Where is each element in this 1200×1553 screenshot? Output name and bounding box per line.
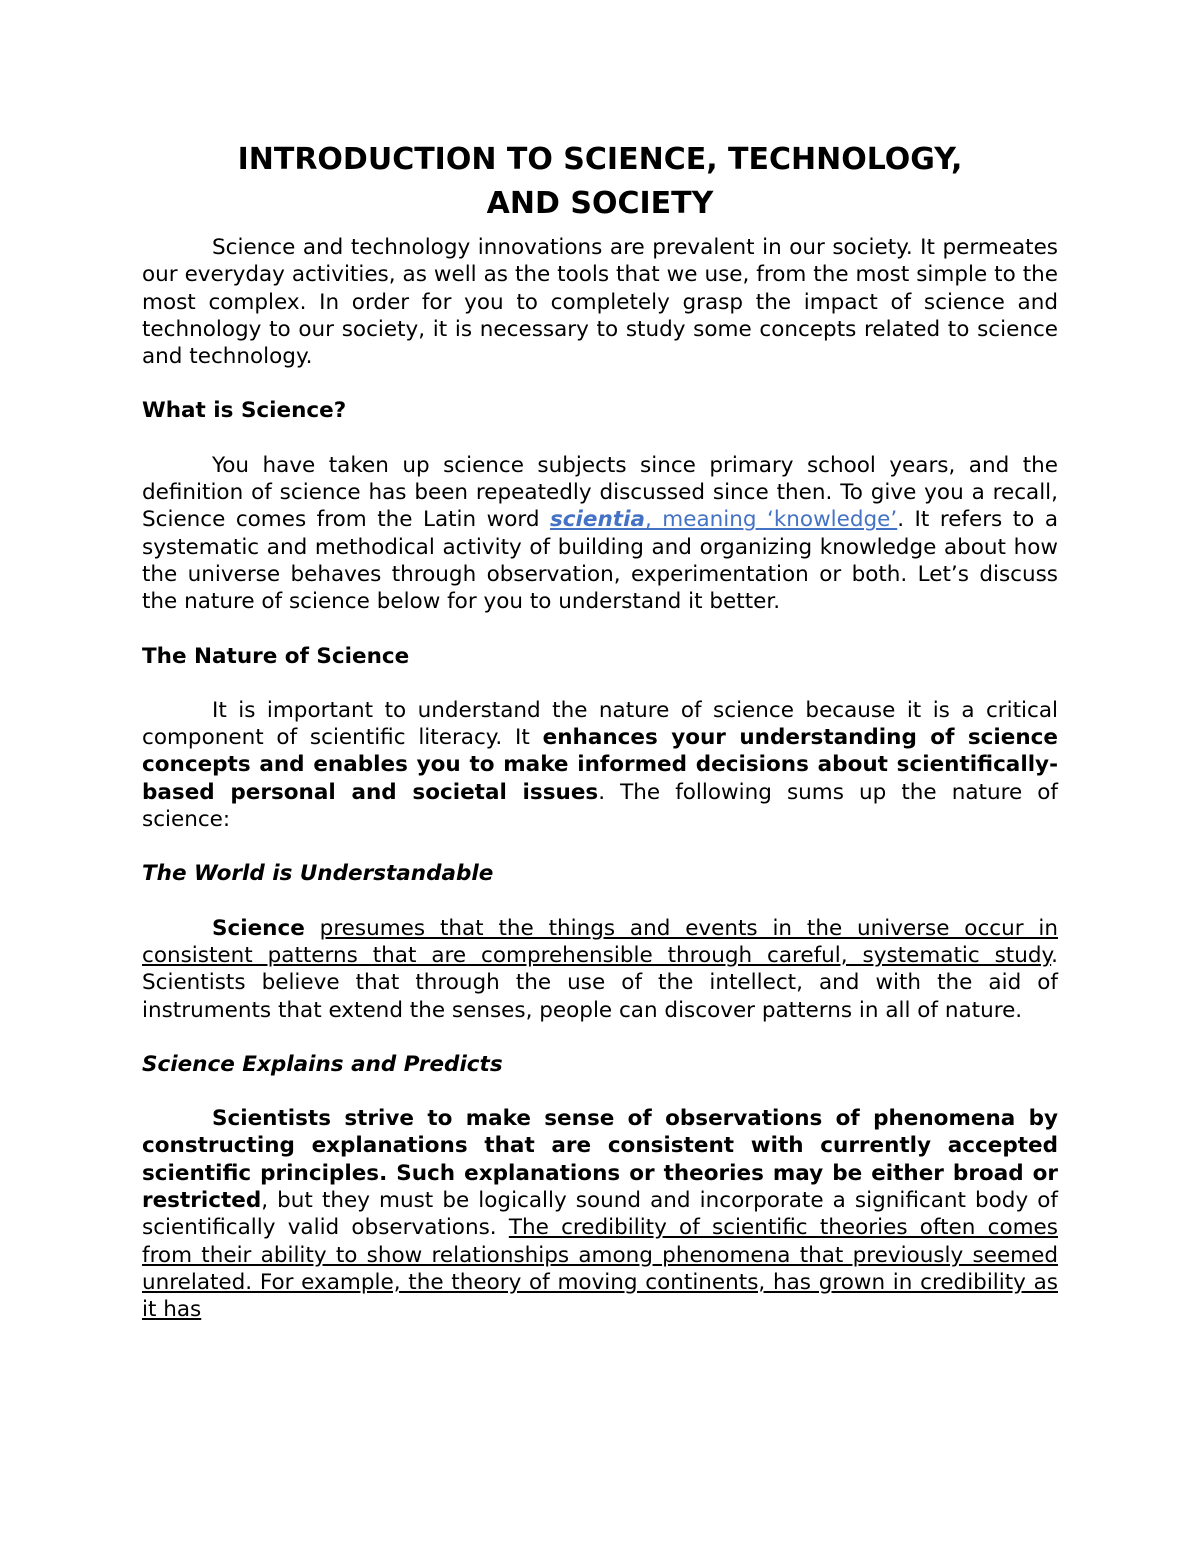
- what-is-science-text-before: You have taken up science subjects since primary school years, and the definition of science has been repeatedly discussed since then. To give you a recall, Science comes from the Latin word: [142, 452, 1058, 533]
- explains-text-middle: , but they must be logically sound and incorporate a significant body of scientifically valid observations.: [142, 1188, 1058, 1241]
- explains-predicts-paragraph: [142, 1105, 1058, 1323]
- world-underlined-text: presumes that the things and events in the universe occur in consistent patterns that are comprehensible through careful, systematic study: [142, 915, 1058, 968]
- world-space: [305, 916, 320, 941]
- title-line-2: AND SOCIETY: [486, 186, 714, 221]
- explains-bold-text: Scientists strive to make sense of observations of phenomena by constructing explanations that are consistent with currently accepted scientific principles. Such explanations or theories may be either broad or restricted: [142, 1106, 1058, 1214]
- what-is-science-text-after: . It refers to a systematic and methodical activity of building and organizing knowledge about how the universe behaves through observation, experimentation or both. Let’s discuss the nature of science below for you to understand it better.: [142, 507, 1058, 615]
- world-understandable-paragraph: [142, 915, 1058, 1024]
- world-bold-lead: Science: [212, 915, 305, 941]
- intro-paragraph: Science and technology innovations are prevalent in our society. It permeates our everyday activities, as well as the tools that we use, from the most simple to the most complex. In order for you to completely grasp the impact of science and technology to our society, it is necessary to study some concepts related to science and technology.: [142, 235, 1058, 370]
- explains-underlined-text: The credibility of scientific theories often comes from their ability to show relationships among phenomena that previously seemed unrelated. For example, the theory of moving continents, has grown in credibility as it has: [142, 1215, 1058, 1323]
- document-title: [142, 138, 1058, 226]
- document-page: [142, 138, 1058, 1324]
- what-is-science-paragraph: [142, 452, 1058, 616]
- scientia-link[interactable]: scientia: [550, 507, 645, 533]
- link-separator[interactable]: , meaning: [644, 507, 768, 533]
- title-line-1: INTRODUCTION TO SCIENCE, TECHNOLOGY,: [237, 142, 963, 177]
- heading-explains-predicts: Science Explains and Predicts: [142, 1051, 503, 1077]
- nature-text-bold: enhances your understanding of science concepts and enables you to make informed decisions about scientifically-based personal and societal issues: [142, 725, 1058, 805]
- heading-nature-of-science: The Nature of Science: [142, 643, 410, 669]
- heading-world-understandable: The World is Understandable: [142, 861, 494, 887]
- heading-what-is-science: What is Science?: [142, 398, 347, 424]
- nature-of-science-paragraph: [142, 697, 1058, 833]
- nature-text-after: . The following sums up the nature of science:: [142, 779, 1058, 833]
- knowledge-link[interactable]: ‘knowledge’: [767, 507, 898, 533]
- world-text-after: . Scientists believe that through the use of the intellect, and with the aid of instruments that extend the senses, people can discover patterns in all of nature.: [142, 942, 1058, 1023]
- nature-text-before: It is important to understand the nature of science because it is a critical component of scientific literacy. It: [142, 697, 1058, 751]
